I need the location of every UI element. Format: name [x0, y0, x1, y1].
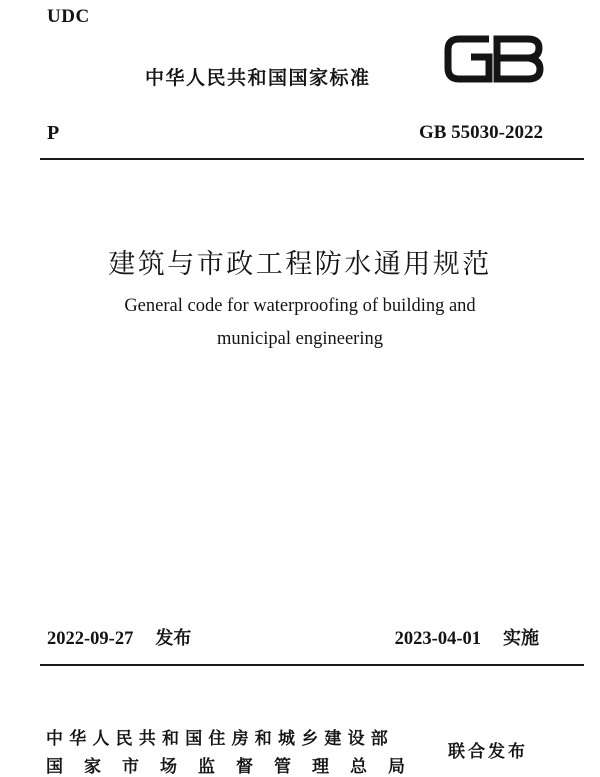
joint-issue-label: 联合发布 — [448, 742, 528, 762]
bottom-divider — [40, 664, 584, 666]
issuer-samr: 国家市场监督管理总局 — [46, 757, 426, 777]
implement-date-block — [395, 624, 539, 650]
udc-label: UDC — [47, 6, 90, 27]
implement-date: 2023-04-01 — [394, 629, 481, 649]
title-english-line2: municipal engineering — [217, 329, 383, 349]
title-chinese: 建筑与市政工程防水通用规范 — [108, 249, 492, 280]
title-english-line1: General code for waterproofing of building and — [124, 296, 476, 316]
top-divider — [40, 158, 584, 160]
standard-class-title: 中华人民共和国国家标准 — [145, 67, 371, 89]
issue-date-block — [47, 624, 191, 650]
standard-number: GB 55030-2022 — [418, 122, 543, 143]
gb-logo — [441, 30, 547, 88]
category-code: P — [47, 122, 60, 144]
issue-date: 2022-09-27 — [47, 629, 134, 649]
implement-label: 实施 — [503, 628, 539, 649]
issuer-ministry: 中华人民共和国住房和城乡建设部 — [46, 729, 394, 749]
issue-label: 发布 — [155, 628, 192, 649]
title-english — [0, 290, 600, 356]
